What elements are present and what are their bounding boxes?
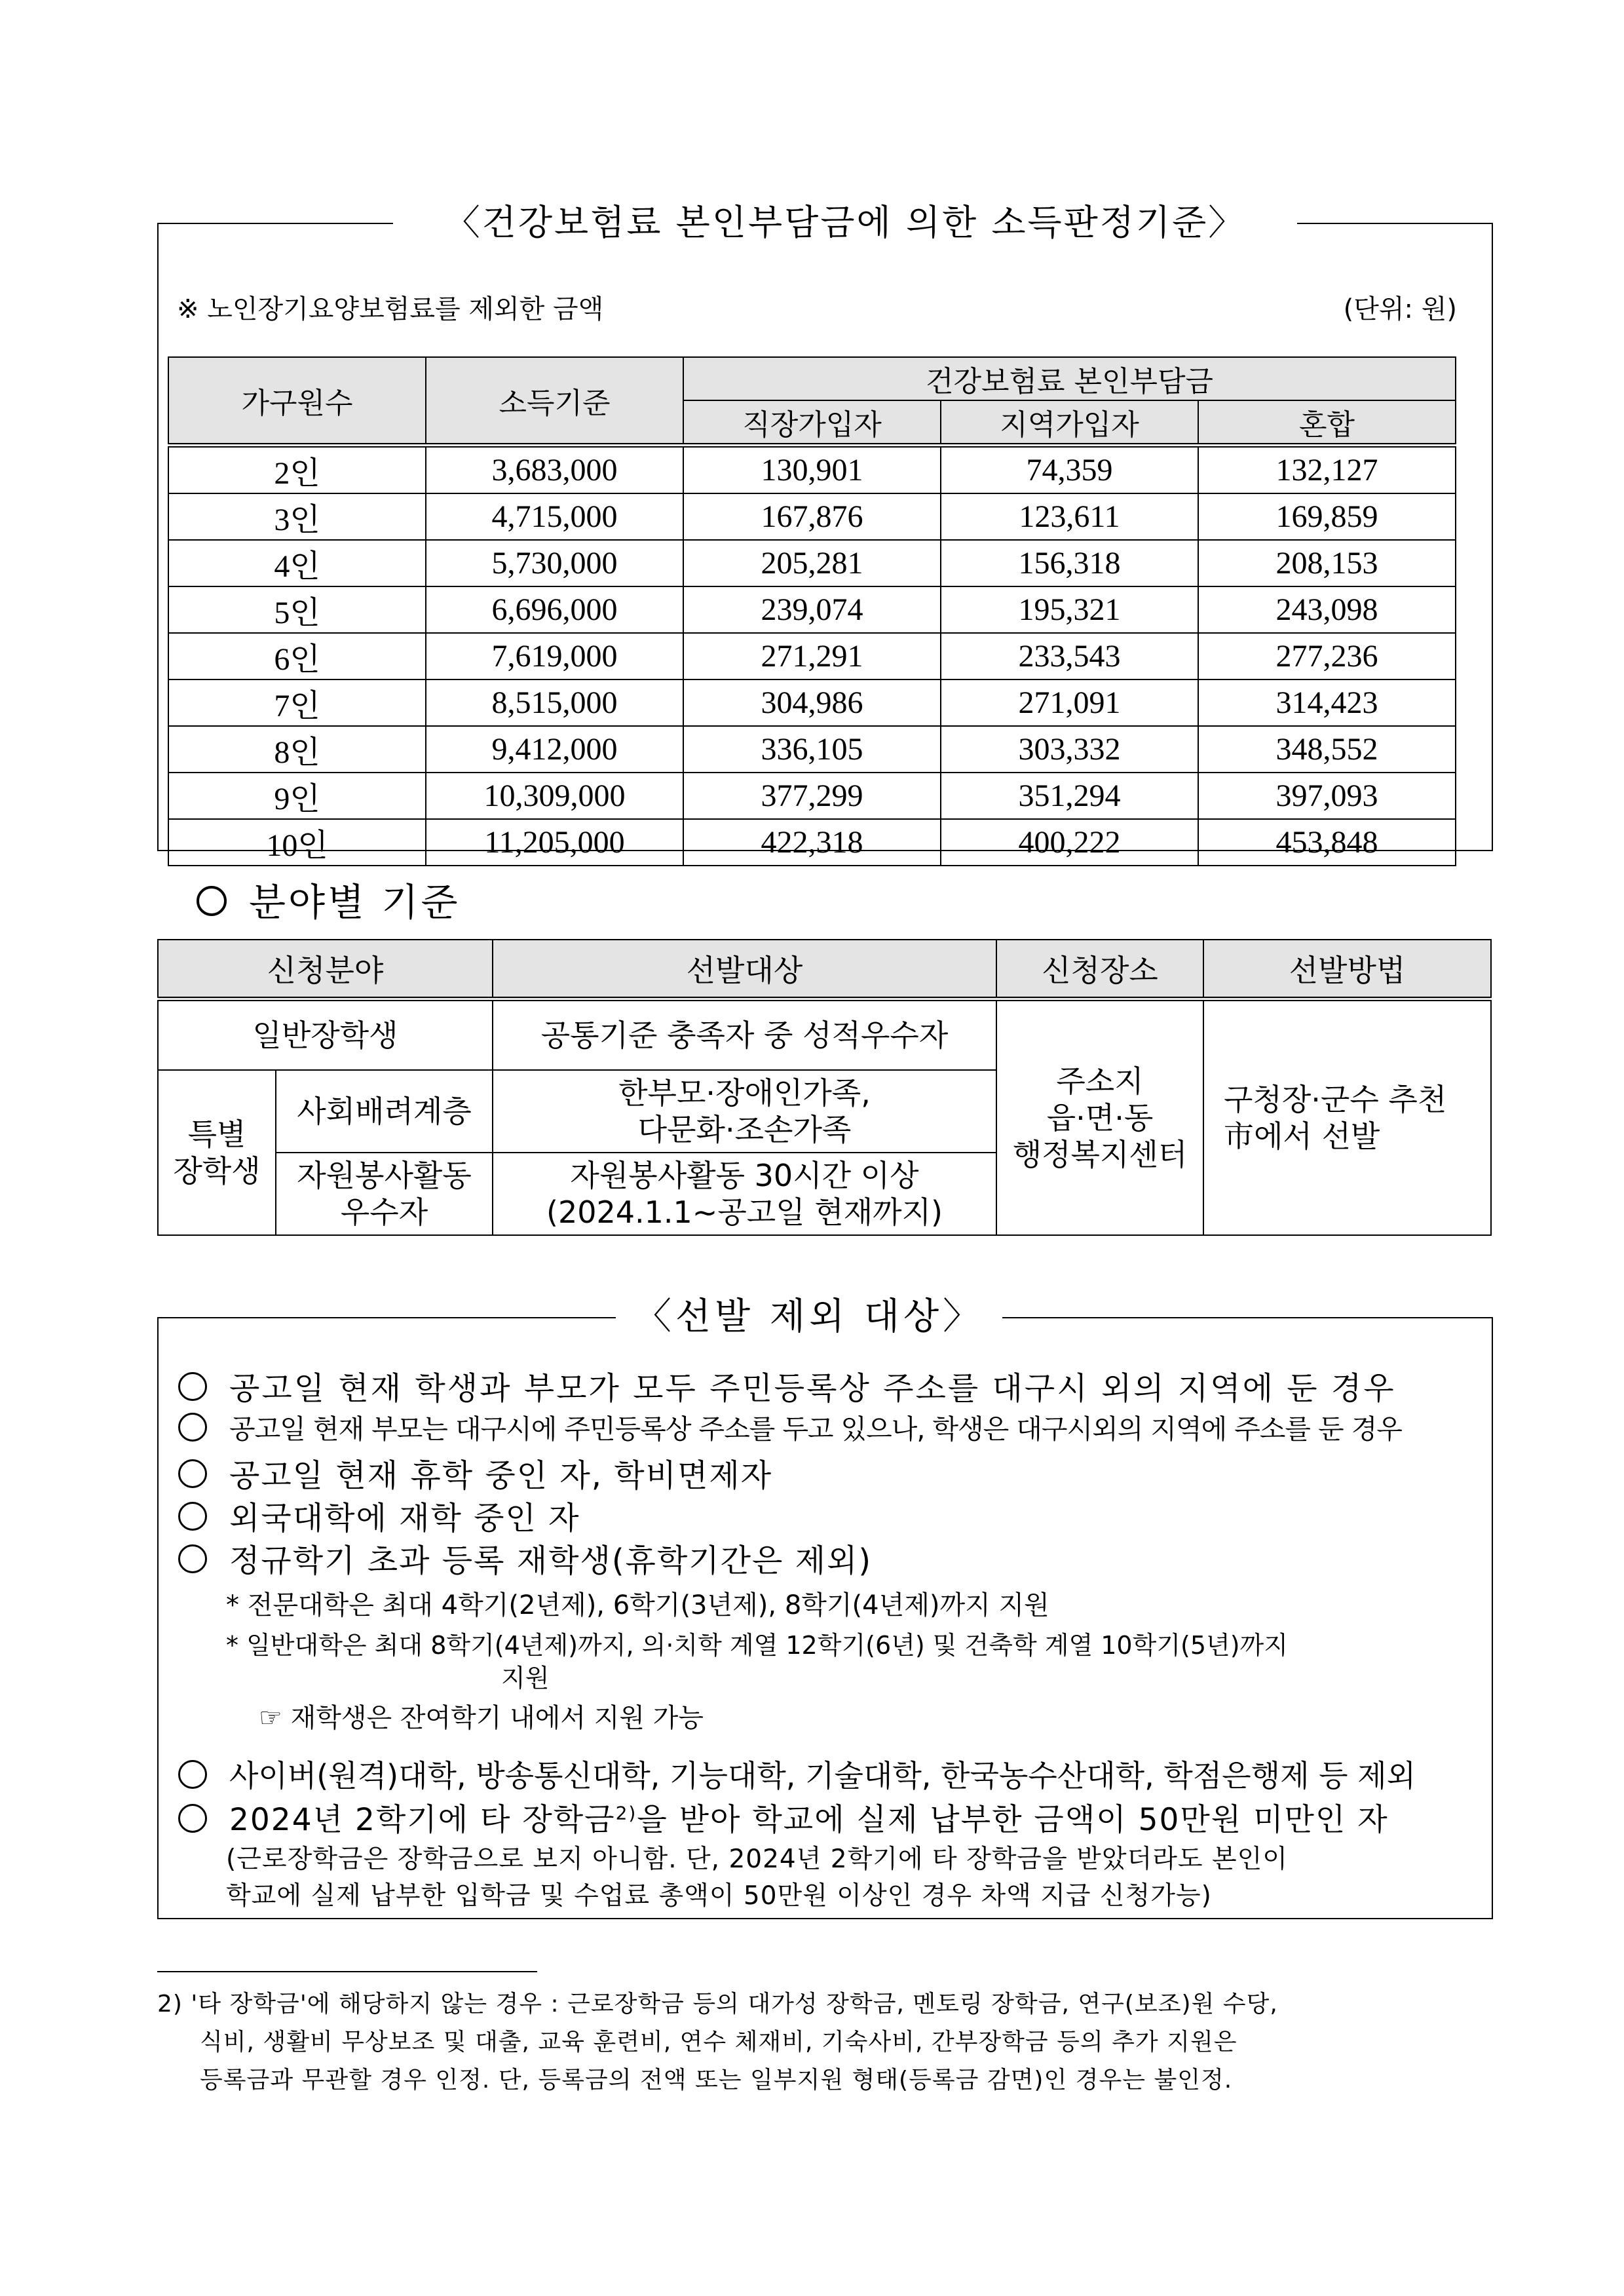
unit-label: (단위: 원) bbox=[1343, 294, 1457, 324]
mixed-cell: 397,093 bbox=[1198, 773, 1456, 819]
regional-cell: 195,321 bbox=[941, 586, 1198, 633]
volunteer-line: 자원봉사활동 bbox=[297, 1157, 472, 1193]
method-line: 구청장·군수 추천 bbox=[1224, 1081, 1447, 1117]
circle-bullet-icon bbox=[178, 1804, 207, 1833]
income-header: 소득기준 bbox=[426, 357, 683, 446]
socially-vulnerable-cell: 사회배려계층 bbox=[276, 1070, 493, 1153]
special-scholar-cell bbox=[158, 1070, 276, 1235]
socially-target-line: 다문화·조손가족 bbox=[637, 1111, 852, 1147]
sub-note: * 전문대학은 최대 4학기(2년제), 6학기(3년제), 8학기(4년제)까지 지원 bbox=[226, 1590, 1049, 1620]
income-cell: 3,683,000 bbox=[426, 446, 683, 494]
col-method-header: 선발방법 bbox=[1203, 940, 1491, 999]
workplace-cell: 167,876 bbox=[683, 493, 941, 540]
income-cell: 4,715,000 bbox=[426, 493, 683, 540]
socially-target-cell bbox=[493, 1070, 996, 1153]
table-row bbox=[168, 726, 1456, 773]
household-cell: 9인 bbox=[168, 773, 426, 819]
income-table bbox=[168, 356, 1456, 866]
socially-target-line: 한부모·장애인가족, bbox=[618, 1075, 871, 1111]
place-cell bbox=[996, 999, 1203, 1235]
workplace-cell: 205,281 bbox=[683, 540, 941, 586]
special-line: 특별 bbox=[187, 1116, 246, 1152]
exclusion-item: 외국대학에 재학 중인 자 bbox=[178, 1493, 580, 1538]
exclusion-item: 2024년 2학기에 타 장학금$^{2)}$을 받아 학교에 실제 납부한 금액이 50만원 미만인 자 bbox=[178, 1795, 1389, 1839]
workplace-header: 직장가입자 bbox=[683, 400, 941, 446]
household-cell: 5인 bbox=[168, 586, 426, 633]
exclusion-item: 공고일 현재 부모는 대구시에 주민등록상 주소를 두고 있으나, 학생은 대구시외의 지역에 주소를 둔 경우 bbox=[178, 1407, 1402, 1446]
income-note: ※ 노인장기요양보험료를 제외한 금액 bbox=[177, 294, 604, 324]
regional-cell: 233,543 bbox=[941, 633, 1198, 679]
income-cell: 11,205,000 bbox=[426, 819, 683, 866]
income-cell: 7,619,000 bbox=[426, 633, 683, 679]
exclusion-item: 공고일 현재 휴학 중인 자, 학비면제자 bbox=[178, 1450, 772, 1495]
table-row bbox=[168, 773, 1456, 819]
circle-bullet-icon bbox=[178, 1413, 207, 1442]
income-cell: 8,515,000 bbox=[426, 679, 683, 726]
workplace-cell: 422,318 bbox=[683, 819, 941, 866]
col-field-header: 신청분야 bbox=[158, 940, 493, 999]
general-target-cell: 공통기준 충족자 중 성적우수자 bbox=[493, 999, 996, 1070]
sub-note: ☞ 재학생은 잔여학기 내에서 지원 가능 bbox=[259, 1703, 704, 1733]
household-header: 가구원수 bbox=[168, 357, 426, 446]
general-scholar-cell: 일반장학생 bbox=[158, 999, 493, 1070]
household-cell: 7인 bbox=[168, 679, 426, 726]
method-line: 市에서 선발 bbox=[1224, 1118, 1380, 1154]
mixed-cell: 132,127 bbox=[1198, 446, 1456, 494]
table-row bbox=[168, 633, 1456, 679]
footnote-line: 등록금과 무관할 경우 인정. 단, 등록금의 전액 또는 일부지원 형태(등록금 감면)인 경우는 불인정. bbox=[200, 2067, 1233, 2094]
household-cell: 2인 bbox=[168, 446, 426, 494]
volunteer-cell bbox=[276, 1153, 493, 1235]
col-place-header: 신청장소 bbox=[996, 940, 1203, 999]
mixed-cell: 453,848 bbox=[1198, 819, 1456, 866]
income-cell: 9,412,000 bbox=[426, 726, 683, 773]
mixed-header: 혼합 bbox=[1198, 400, 1456, 446]
circle-bullet-icon bbox=[178, 1502, 207, 1531]
mixed-cell: 243,098 bbox=[1198, 586, 1456, 633]
exclusion-title: 〈선발 제외 대상〉 bbox=[616, 1290, 1002, 1345]
exclusion-item: 정규학기 초과 등록 재학생(휴학기간은 제외) bbox=[178, 1535, 872, 1580]
footnote-line: 2) '타 장학금'에 해당하지 않는 경우 : 근로장학금 등의 대가성 장학금, 멘토링 장학금, 연구(보조)원 수당, bbox=[157, 1991, 1278, 2018]
mixed-cell: 314,423 bbox=[1198, 679, 1456, 726]
workplace-cell: 304,986 bbox=[683, 679, 941, 726]
workplace-cell: 239,074 bbox=[683, 586, 941, 633]
table-row bbox=[168, 679, 1456, 726]
circle-bullet-icon bbox=[178, 1372, 207, 1401]
income-cell: 5,730,000 bbox=[426, 540, 683, 586]
regional-header: 지역가입자 bbox=[941, 400, 1198, 446]
circle-bullet-icon bbox=[178, 1459, 207, 1488]
workplace-cell: 130,901 bbox=[683, 446, 941, 494]
regional-cell: 74,359 bbox=[941, 446, 1198, 494]
footnote-rule bbox=[157, 1971, 537, 1972]
sub-note: 지원 bbox=[501, 1664, 550, 1693]
workplace-cell: 377,299 bbox=[683, 773, 941, 819]
section-heading bbox=[197, 871, 461, 927]
regional-cell: 271,091 bbox=[941, 679, 1198, 726]
circle-bullet-icon bbox=[178, 1544, 207, 1573]
exclusion-item: 공고일 현재 학생과 부모가 모두 주민등록상 주소를 대구시 외의 지역에 둔 경우 bbox=[178, 1363, 1396, 1408]
volunteer-target-line: 자원봉사활동 30시간 이상 bbox=[570, 1157, 919, 1193]
table-row bbox=[168, 586, 1456, 633]
volunteer-line: 우수자 bbox=[340, 1194, 428, 1230]
special-line: 장학생 bbox=[173, 1153, 261, 1189]
field-criteria-table bbox=[157, 939, 1492, 1236]
table-row bbox=[168, 446, 1456, 494]
household-cell: 3인 bbox=[168, 493, 426, 540]
household-cell: 8인 bbox=[168, 726, 426, 773]
footnote-line: 식비, 생활비 무상보조 및 대출, 교육 훈련비, 연수 체재비, 기숙사비, 간부장학금 등의 추가 지원은 bbox=[200, 2029, 1237, 2056]
col-target-header: 선발대상 bbox=[493, 940, 996, 999]
mixed-cell: 208,153 bbox=[1198, 540, 1456, 586]
circle-bullet-icon bbox=[197, 886, 227, 916]
income-criteria-title: 〈건강보험료 본인부담금에 의한 소득판정기준〉 bbox=[393, 197, 1297, 249]
regional-cell: 351,294 bbox=[941, 773, 1198, 819]
regional-cell: 156,318 bbox=[941, 540, 1198, 586]
volunteer-target-cell bbox=[493, 1153, 996, 1235]
exclusion-note: 학교에 실제 납부한 입학금 및 수업료 총액이 50만원 이상인 경우 차액 지급 신청가능) bbox=[226, 1881, 1212, 1911]
volunteer-target-line: (2024.1.1~공고일 현재까지) bbox=[546, 1194, 943, 1230]
mixed-cell: 348,552 bbox=[1198, 726, 1456, 773]
premium-header: 건강보험료 본인부담금 bbox=[683, 357, 1456, 400]
regional-cell: 303,332 bbox=[941, 726, 1198, 773]
footnote-ref[interactable]: 2) bbox=[615, 1802, 637, 1824]
exclusion-note: (근로장학금은 장학금으로 보지 아니함. 단, 2024년 2학기에 타 장학금을 받았더라도 본인이 bbox=[226, 1845, 1288, 1874]
table-row bbox=[168, 540, 1456, 586]
table-row bbox=[168, 819, 1456, 866]
place-line: 읍·면·동 bbox=[1046, 1100, 1154, 1136]
regional-cell: 123,611 bbox=[941, 493, 1198, 540]
mixed-cell: 277,236 bbox=[1198, 633, 1456, 679]
household-cell: 4인 bbox=[168, 540, 426, 586]
section-heading-text: 분야별 기준 bbox=[249, 880, 461, 925]
workplace-cell: 271,291 bbox=[683, 633, 941, 679]
sub-note: * 일반대학은 최대 8학기(4년제)까지, 의·치학 계열 12학기(6년) 및 건축학 계열 10학기(5년)까지 bbox=[226, 1631, 1288, 1660]
workplace-cell: 336,105 bbox=[683, 726, 941, 773]
mixed-cell: 169,859 bbox=[1198, 493, 1456, 540]
regional-cell: 400,222 bbox=[941, 819, 1198, 866]
place-line: 주소지 bbox=[1056, 1063, 1144, 1099]
household-cell: 10인 bbox=[168, 819, 426, 866]
household-cell: 6인 bbox=[168, 633, 426, 679]
method-cell bbox=[1203, 999, 1491, 1235]
place-line: 행정복지센터 bbox=[1012, 1136, 1188, 1172]
income-cell: 6,696,000 bbox=[426, 586, 683, 633]
exclusion-item: 사이버(원격)대학, 방송통신대학, 기능대학, 기술대학, 한국농수산대학, 학점은행제 등 제외 bbox=[178, 1752, 1416, 1795]
circle-bullet-icon bbox=[178, 1760, 207, 1789]
income-cell: 10,309,000 bbox=[426, 773, 683, 819]
table-row bbox=[168, 493, 1456, 540]
